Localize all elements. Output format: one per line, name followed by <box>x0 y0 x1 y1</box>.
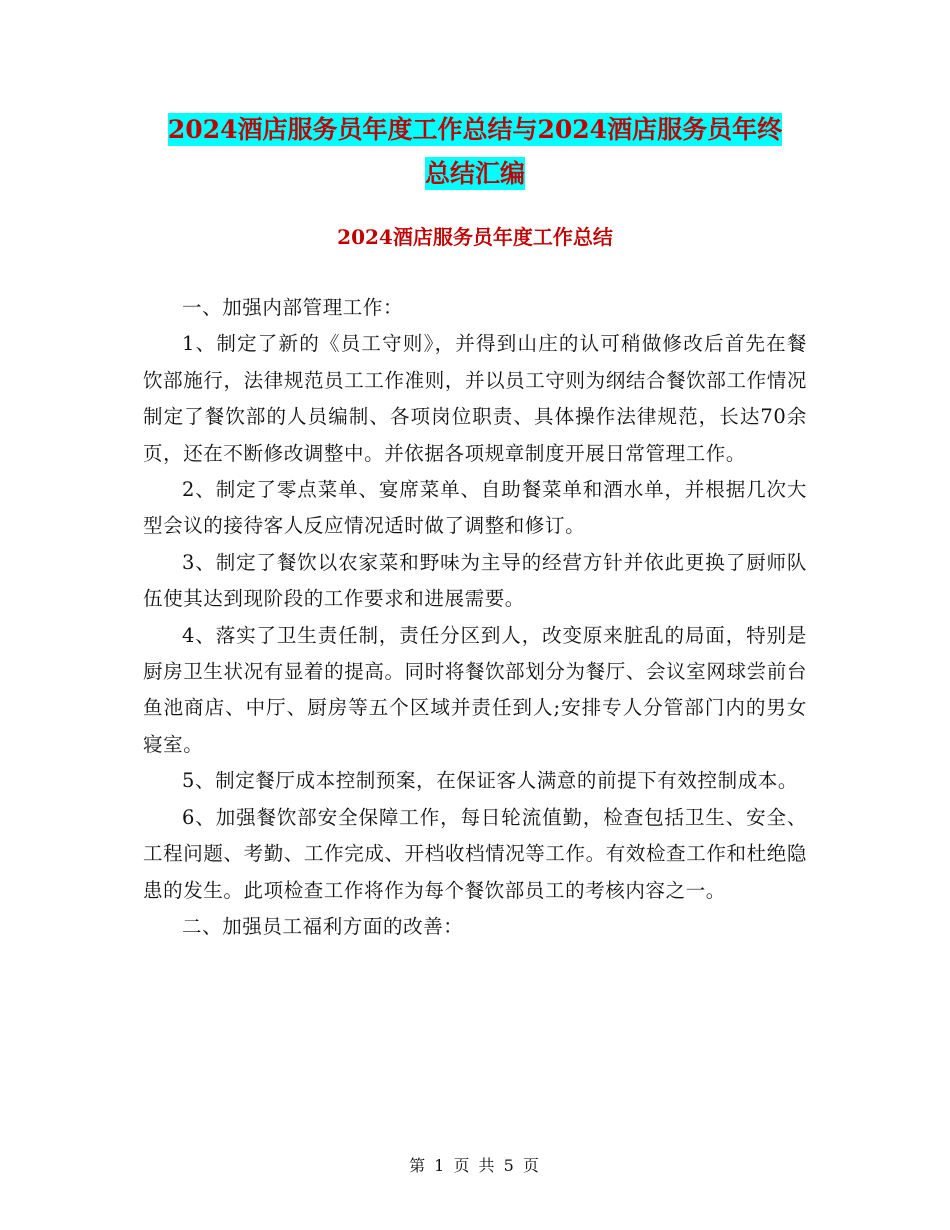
paragraph: 2、制定了零点菜单、宴席菜单、自助餐菜单和酒水单，并根据几次大型会议的接待客人反应情况适时做了调整和修订。 <box>143 478 807 538</box>
paragraph-heading-2: 二、加强员工福利方面的改善： <box>182 914 464 938</box>
document-title-line-1: 2024酒店服务员年度工作总结与2024酒店服务员年终 <box>167 115 783 144</box>
paragraph: 3、制定了餐饮以农家菜和野味为主导的经营方针并依此更换了厨师队伍使其达到现阶段的工作要求和进展需要。 <box>143 550 807 611</box>
document-body <box>143 290 807 945</box>
paragraph-heading-1: 一、加强内部管理工作： <box>182 296 404 319</box>
paragraph: 5、制定餐厅成本控制预案，在保证客人满意的前提下有效控制成本。 <box>182 769 799 793</box>
section-title: 2024酒店服务员年度工作总结 <box>337 225 613 249</box>
paragraph: 1、制定了新的《员工守则》，并得到山庄的认可稍做修改后首先在餐饮部施行，法律规范员工工作准则，并以员工守则为纲结合餐饮部工作情况制定了餐饮部的人员编制、各项岗位职责、具体操作法律规范，长达70余页，还在不断修改调整中。并依据各项规章制度开展日常管理工作。 <box>143 332 807 465</box>
document-title <box>140 108 810 196</box>
document-title-line-2: 总结汇编 <box>424 159 525 188</box>
paragraph: 6、加强餐饮部安全保障工作，每日轮流值勤，检查包括卫生、安全、工程问题、考勤、工作完成、开档收档情况等工作。有效检查工作和杜绝隐患的发生。此项检查工作将作为每个餐饮部员工的考核内容之一。 <box>143 805 807 902</box>
paragraph: 4、落实了卫生责任制，责任分区到人，改变原来脏乱的局面，特别是厨房卫生状况有显着的提高。同时将餐饮部划分为餐厅、会议室网球尝前台鱼池商店、中厅、厨房等五个区域并责任到人;安排专人分管部门内的男女寝室。 <box>143 623 807 756</box>
page-footer: 第 1 页 共 5 页 <box>409 1156 541 1175</box>
